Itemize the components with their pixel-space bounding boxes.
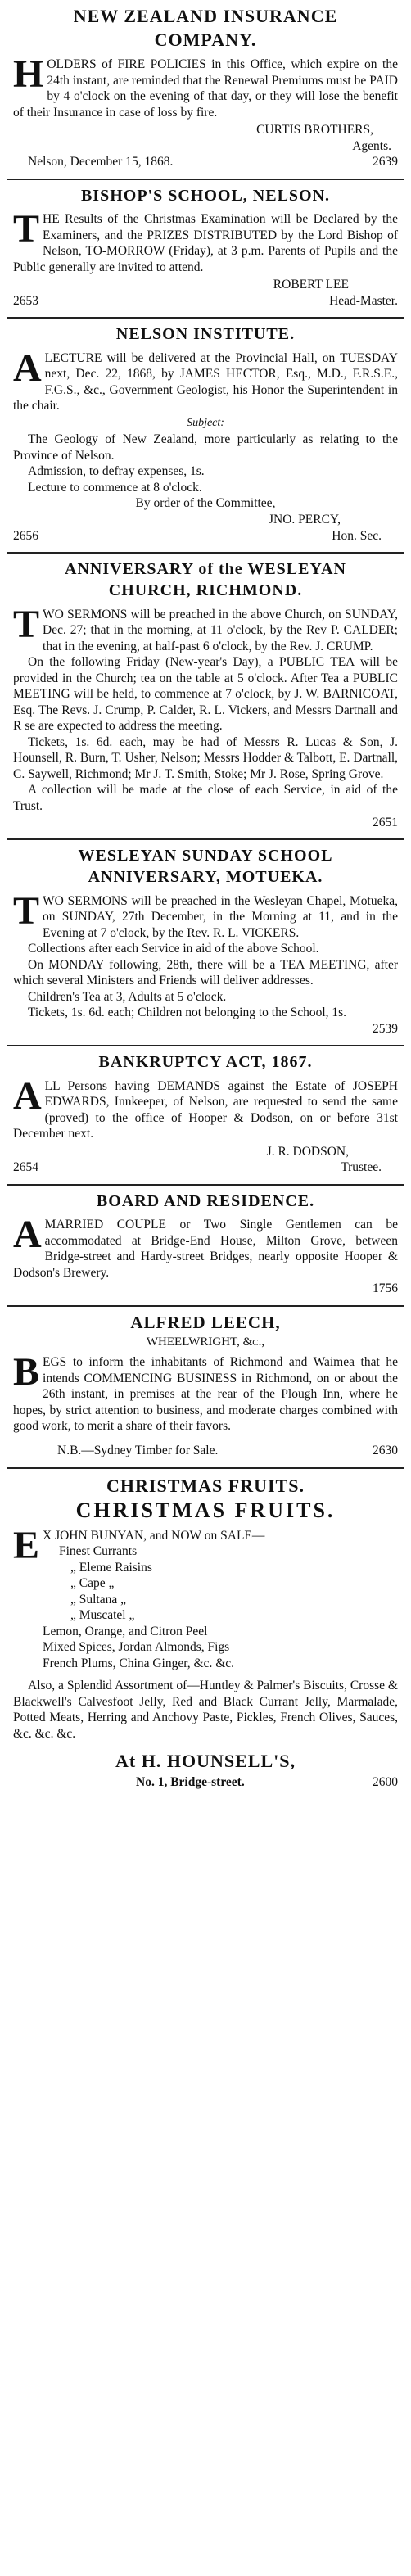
ad-commence: Lecture to commence at 8 o'clock. — [28, 480, 202, 495]
ad-title: COMPANY. — [154, 29, 257, 50]
divider — [7, 1305, 404, 1307]
ad-role: Trustee. — [341, 1160, 382, 1175]
ad-nb: N.B.—Sydney Timber for Sale. — [57, 1444, 219, 1457]
ad-alfred-leech — [7, 1313, 404, 1459]
ad-wesleyan-motueka — [7, 847, 404, 1037]
ad-signer: CURTIS BROTHERS, — [256, 123, 373, 138]
ad-number: 2651 — [373, 815, 398, 829]
ad-body: On the following Friday (New-year's Day), a PUBLIC TEA will be provided in the Church; tea on the table at 5 o'clock. After Tea a PUBLIC MEETING will be held, to commence at 7 o'clock, by J. W. BARNICOAT, Esq. The Revs. J. Crump, P. Calder, R. L. Vickers, and Messrs Dartnall and R se are expected to address the meeting. — [13, 655, 398, 734]
subject-label: Subject: — [187, 416, 224, 429]
divider — [7, 838, 404, 840]
ad-title: CHURCH, RICHMOND. — [108, 581, 303, 600]
ad-body: HOLDERS of FIRE POLICIES in this Office, which expire on the 24th instant, are reminded that the Renewal Premiums must be PAID by 4 o'clock on the evening of that day, or they will lose the benefit of their Insurance in case of loss by fire. — [13, 52, 398, 120]
list-item: Mixed Spices, Jordan Almonds, Figs — [43, 1640, 230, 1655]
ad-signer: J. R. DODSON, — [266, 1144, 349, 1159]
ad-address: No. 1, Bridge-street. — [136, 1774, 245, 1789]
ad-title: ALFRED LEECH, — [130, 1312, 281, 1332]
list-item: „ Sultana „ — [70, 1592, 127, 1607]
ad-number: 2639 — [373, 155, 398, 169]
ad-role: Head-Master. — [329, 293, 398, 308]
ad-title: WESLEYAN SUNDAY SCHOOL — [78, 847, 333, 865]
newspaper-column — [7, 0, 404, 1790]
ad-number: 1756 — [373, 1281, 398, 1296]
ad-body: Tickets, 1s. 6d. each, may be had of Messrs R. Lucas & Son, J. Hounsell, R. Burn, T. Usher, Nelson; Messrs Hodder & Talbott, E. Dartnall, C. Saywell, Richmond; Mr J. T. Smith, Stoke; Mr J. Rose, Spring Grove. — [13, 734, 398, 781]
list-item: „ Muscatel „ — [70, 1608, 135, 1623]
ad-body: THE Results of the Christmas Examination will be Declared by the Examiners, and the PRIZES DISTRIBUTED by the Lord Bishop of Nelson, TO-MORROW (Friday), at 3 p.m. Parents of Pupils and the Public generally are invited to attend. — [13, 207, 398, 274]
ad-title: BOARD AND RESIDENCE. — [96, 1191, 315, 1210]
ad-christmas-fruits — [7, 1476, 404, 1791]
ad-subject: The Geology of New Zealand, more particularly as relating to the Province of Nelson. — [13, 432, 398, 463]
ad-role: Agents. — [352, 138, 391, 153]
ad-admission: Admission, to defray expenses, 1s. — [28, 464, 205, 479]
ad-body: Collections after each Service in aid of the above School. — [28, 942, 319, 956]
ad-number: 2600 — [373, 1774, 398, 1789]
ad-footer — [13, 154, 398, 170]
ad-board-residence — [7, 1192, 404, 1297]
ad-bishops-school — [7, 187, 404, 309]
ad-title: CHRISTMAS FRUITS. — [106, 1475, 305, 1496]
ad-insurance — [7, 7, 404, 170]
divider — [7, 179, 404, 180]
divider — [7, 317, 404, 319]
ad-wesleyan-richmond — [7, 560, 404, 830]
ad-title: ANNIVERSARY, MOTUEKA. — [88, 868, 323, 887]
divider — [7, 1184, 404, 1186]
divider — [7, 1467, 404, 1469]
ad-signer: JNO. PERCY, — [268, 513, 341, 526]
ad-body: Also, a Splendid Assortment of—Huntley & Palmer's Biscuits, Crosse & Blackwell's Calvesfoot Jelly, Red and Black Currant Jelly, Marmalade, Potted Meats, Herring and Anchovy Paste, Pickles, French Olives, Sauces, &c. &c. &c. — [13, 1679, 398, 1741]
ad-number: 2653 — [13, 293, 38, 308]
ad-title: BANKRUPTCY ACT, 1867. — [98, 1053, 313, 1072]
ad-body: TWO SERMONS will be preached in the above Church, on SUNDAY, Dec. 27; that in the morning, at 11 o'clock, by the Rev P. CALDER; that in the evening, at half-past 6 o'clock, by the Rev. J. CRUMP. — [13, 602, 398, 653]
ad-body: A collection will be made at the close of each Service, in aid of the Trust. — [13, 783, 398, 813]
ad-order: By order of the Committee, — [135, 496, 276, 511]
ad-number: 2656 — [13, 528, 38, 543]
ad-footer — [13, 293, 398, 310]
ad-title: NELSON INSTITUTE. — [115, 325, 296, 344]
ad-body: AMARRIED COUPLE or Two Single Gentlemen can be accommodated at Bridge-End House, Milton Grove, between Bridge-street and Hardy-street Bridges, nearly opposite Hooper & Dodson's Brewery. — [13, 1213, 398, 1280]
ad-shop: At H. HOUNSELL'S, — [115, 1751, 296, 1772]
divider — [7, 552, 404, 554]
ad-signer: ROBERT LEE — [273, 278, 349, 292]
ad-subtitle: WHEELWRIGHT, &c., — [146, 1335, 265, 1349]
ad-number: 2630 — [373, 1444, 398, 1457]
list-item: „ Eleme Raisins — [70, 1560, 152, 1575]
ad-body: BEGS to inform the inhabitants of Richmond and Waimea that he intends COMMENCING BUSINESS in Richmond, on or about the 26th instant, in premises at the rear of the Plough Inn, where he hopes, by strict attention to business, and moderate charges combined with good work, to merit a share of their favors. — [13, 1350, 398, 1434]
ad-body: Children's Tea at 3, Adults at 5 o'clock. — [28, 989, 227, 1004]
ad-nelson-institute — [7, 325, 404, 544]
list-item: „ Cape „ — [70, 1576, 115, 1591]
divider — [7, 1045, 404, 1046]
list-item: Lemon, Orange, and Citron Peel — [43, 1624, 208, 1638]
ad-body: ALL Persons having DEMANDS against the Estate of JOSEPH EDWARDS, Innkeeper, of Nelson, are requested to send the same (proved) to the office of Hooper & Dodson, on or before 31st December next. — [13, 1073, 398, 1141]
ad-title: NEW ZEALAND INSURANCE — [73, 6, 338, 26]
ad-footer — [13, 528, 398, 545]
ad-date: Nelson, December 15, 1868. — [28, 155, 174, 169]
ad-body: ALECTURE will be delivered at the Provincial Hall, on TUESDAY next, Dec. 22, 1868, by JAMES HECTOR, Esq., M.D., F.R.S.E., F.G.S., &c., Government Geologist, his Honor the Superintendent in the chair. — [13, 346, 398, 414]
ad-body: Tickets, 1s. 6d. each; Children not belonging to the School, 1s. — [28, 1006, 347, 1020]
fruit-list — [13, 1543, 398, 1671]
ad-footer — [13, 1159, 398, 1176]
ad-number: 2654 — [13, 1160, 38, 1175]
ad-title: BISHOP'S SCHOOL, NELSON. — [80, 186, 331, 205]
list-item: Finest Currants — [59, 1544, 138, 1559]
ad-title: CHRISTMAS FRUITS. — [75, 1498, 336, 1522]
ad-title: ANNIVERSARY of the WESLEYAN — [65, 560, 346, 579]
ad-body: On MONDAY following, 28th, there will be a TEA MEETING, after which several Ministers and Friends will deliver addresses. — [13, 957, 398, 988]
ad-footer — [13, 1774, 398, 1791]
list-item: French Plums, China Ginger, &c. &c. — [43, 1656, 234, 1670]
ad-role: Hon. Sec. — [332, 528, 382, 543]
ad-body: TWO SERMONS will be preached in the Wesleyan Chapel, Motueka, on SUNDAY, 27th December, in the Morning at 11, and in the Evening at 7 o'clock, by the Rev. R. L. VICKERS. — [13, 888, 398, 940]
ad-intro: EX JOHN BUNYAN, and NOW on SALE— — [13, 1523, 265, 1567]
ad-number: 2539 — [373, 1021, 398, 1036]
ad-footer — [13, 1443, 398, 1459]
ad-bankruptcy — [7, 1053, 404, 1175]
